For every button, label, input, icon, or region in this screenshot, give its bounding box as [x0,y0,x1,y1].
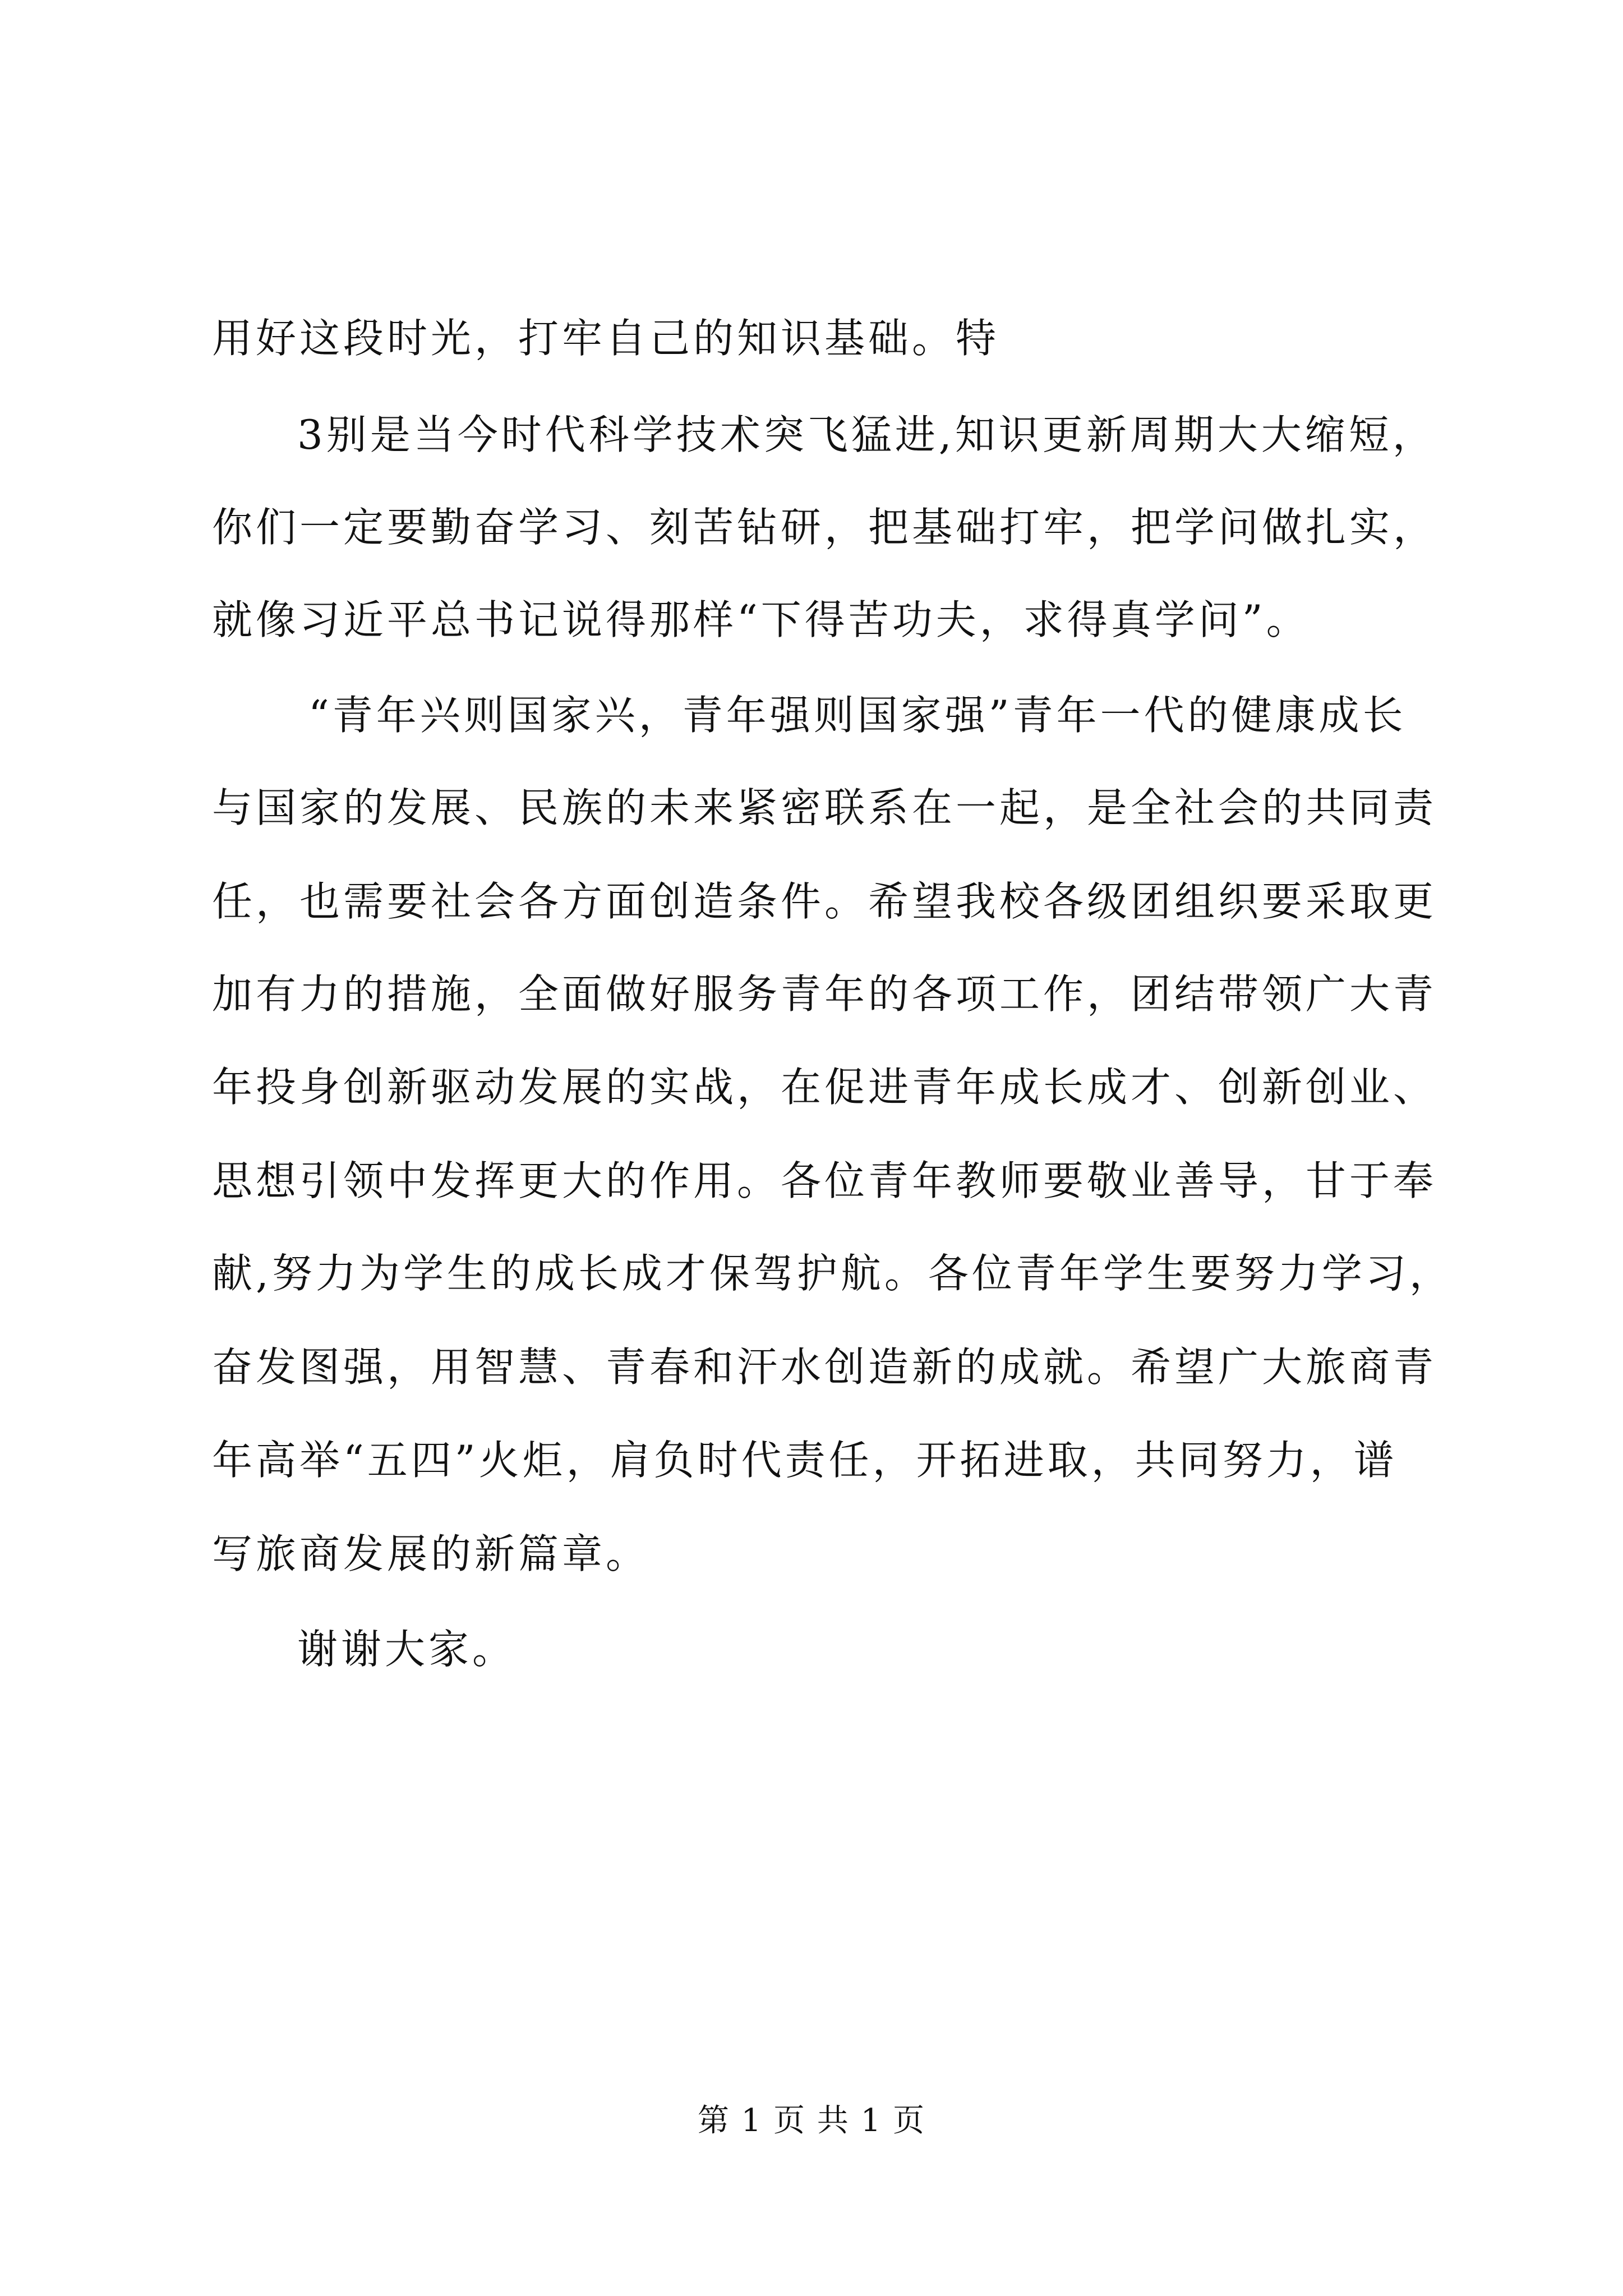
text-line: 年投身创新驱动发展的实战，在促进青年成长成才、创新创业、 [212,1064,1437,1111]
text-line: 思想引领中发挥更大的作用。各位青年教师要敬业善导，甘于奉 [212,1157,1437,1204]
text-line: 就像习近平总书记说得那样“下得苦功夫，求得真学问”。 [212,596,1310,643]
text-line: 你们一定要勤奋学习、刻苦钻研，把基础打牢，把学问做扎实， [212,504,1437,551]
text-line: 写旅商发展的新篇章。 [212,1530,650,1577]
text-line: 献,努力为学生的成长成才保驾护航。各位青年学生要努力学习， [212,1250,1453,1297]
text-line: 任，也需要社会各方面创造条件。希望我校各级团组织要采取更 [212,878,1437,925]
text-line: 年高举“五四”火炬，肩负时代责任，开拓进取，共同努力，谱 [212,1437,1398,1484]
text-line: 3别是当今时代科学技术突飞猛进,知识更新周期大大缩短， [297,411,1436,458]
text-line: “青年兴则国家兴，青年强则国家强”青年一代的健康成长 [308,692,1407,739]
text-line: 用好这段时光，打牢自己的知识基础。特 [212,315,1000,362]
text-line: 奋发图强，用智慧、青春和汗水创造新的成就。希望广大旅商青 [212,1343,1437,1391]
text-line: 加有力的措施，全面做好服务青年的各项工作，团结带领广大青 [212,970,1437,1018]
text-line: 与国家的发展、民族的未来紧密联系在一起，是全社会的共同责 [212,784,1437,831]
text-line: 谢谢大家。 [297,1626,517,1673]
page-footer: 第 1 页 共 1 页 [697,2102,926,2139]
